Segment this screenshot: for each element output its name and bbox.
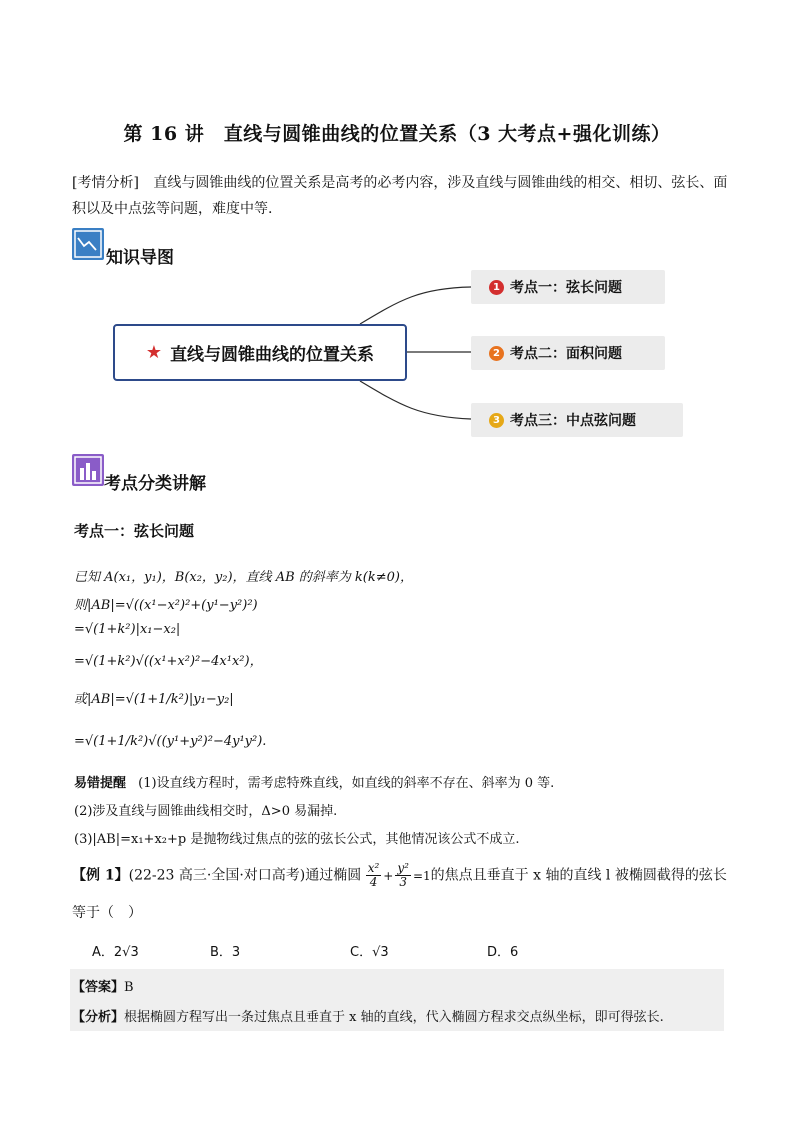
option-a: A．2√3 bbox=[92, 945, 139, 960]
formula-line-2: =√(1+k²)|x₁−x₂| bbox=[74, 622, 181, 637]
bar-chart-icon bbox=[72, 454, 104, 486]
answer-label: 【答案】 bbox=[72, 980, 125, 995]
intro-text: 直线与圆锥曲线的位置关系是高考的必考内容，涉及直线与圆锥曲线的相交、相切、弦长、面积以及中点弦等问题，难度中等. bbox=[72, 175, 728, 217]
option-d: D．6 bbox=[487, 945, 519, 960]
formula-line-1: 则|AB|=√((x¹−x²)²+(y¹−y²)²) bbox=[74, 598, 258, 613]
mindmap-node-1 bbox=[471, 270, 665, 304]
option-b: B．3 bbox=[210, 945, 241, 960]
example-text-c: 等于（ ） bbox=[72, 905, 142, 921]
mindmap-node-label: 考点一：弦长问题 bbox=[510, 280, 622, 296]
intro-label: [考情分析] bbox=[72, 175, 139, 191]
number-badge-icon: 2 bbox=[489, 346, 504, 361]
example-text-a: 通过椭圆 bbox=[305, 867, 362, 884]
mindmap-center-node bbox=[113, 324, 407, 381]
number-badge-icon: 3 bbox=[489, 413, 504, 428]
analysis-text: 根据椭圆方程写出一条过焦点且垂直于 x 轴的直线，代入椭圆方程求交点纵坐标，即可得弦长. bbox=[124, 1010, 664, 1025]
analysis-line bbox=[72, 1006, 732, 1025]
number-badge-icon: 1 bbox=[489, 280, 504, 295]
tip-line-1 bbox=[74, 772, 554, 791]
ellipse-equation: x² 4 + $\frac{\text{y²}}{3}$ =1 bbox=[367, 861, 431, 889]
knowledge-map-heading: 知识导图 bbox=[106, 248, 174, 268]
tip-label: 易错提醒 bbox=[74, 776, 127, 791]
answer-value: B bbox=[124, 980, 134, 995]
mindmap-node-3 bbox=[471, 403, 683, 437]
example-source: (22-23 高三·全国·对口高考) bbox=[128, 867, 306, 884]
example-question bbox=[72, 862, 732, 889]
mindmap-node-2 bbox=[471, 336, 665, 370]
formula-line-5: =√(1+1/k²)√((y¹+y²)²−4y¹y²). bbox=[74, 734, 267, 749]
formula-line-4: 或|AB|=√(1+1/k²)|y₁−y₂| bbox=[74, 692, 234, 707]
star-icon: ★ bbox=[145, 342, 163, 363]
formula-line-3: =√(1+k²)√((x¹+x²)²−4x¹x²)， bbox=[74, 654, 263, 669]
mindmap-node-label: 考点三：中点弦问题 bbox=[510, 413, 636, 429]
section-heading: 考点分类讲解 bbox=[104, 474, 206, 494]
page-title: 第 16 讲 直线与圆锥曲线的位置关系（3 大考点+强化训练） bbox=[123, 123, 671, 145]
mindmap-connectors bbox=[0, 0, 794, 460]
subsection-heading: 考点一：弦长问题 bbox=[74, 522, 195, 540]
example-label: 【例 1】 bbox=[72, 867, 129, 884]
mindmap-center-label: 直线与圆锥曲线的位置关系 bbox=[170, 345, 375, 365]
answer-line bbox=[72, 976, 732, 995]
tip-line-3: (3)|AB|=x₁+x₂+p 是抛物线过焦点的弦的弦长公式，其他情况该公式不成立. bbox=[74, 832, 520, 847]
tip-text-1: (1)设直线方程时，需考虑特殊直线，如直线的斜率不存在、斜率为 0 等. bbox=[138, 776, 555, 791]
tip-line-2: (2)涉及直线与圆锥曲线相交时，Δ>0 易漏掉. bbox=[74, 804, 338, 819]
analysis-label: 【分析】 bbox=[72, 1010, 125, 1025]
given-line: 已知 A(x₁，y₁)，B(x₂，y₂)，直线 AB 的斜率为 k(k≠0)， bbox=[74, 570, 413, 585]
option-c: C．√3 bbox=[350, 945, 389, 960]
mindmap-node-label: 考点二：面积问题 bbox=[510, 346, 622, 362]
example-text-b: 的焦点且垂直于 x 轴的直线 l 被椭圆截得的弦长 bbox=[430, 867, 727, 884]
